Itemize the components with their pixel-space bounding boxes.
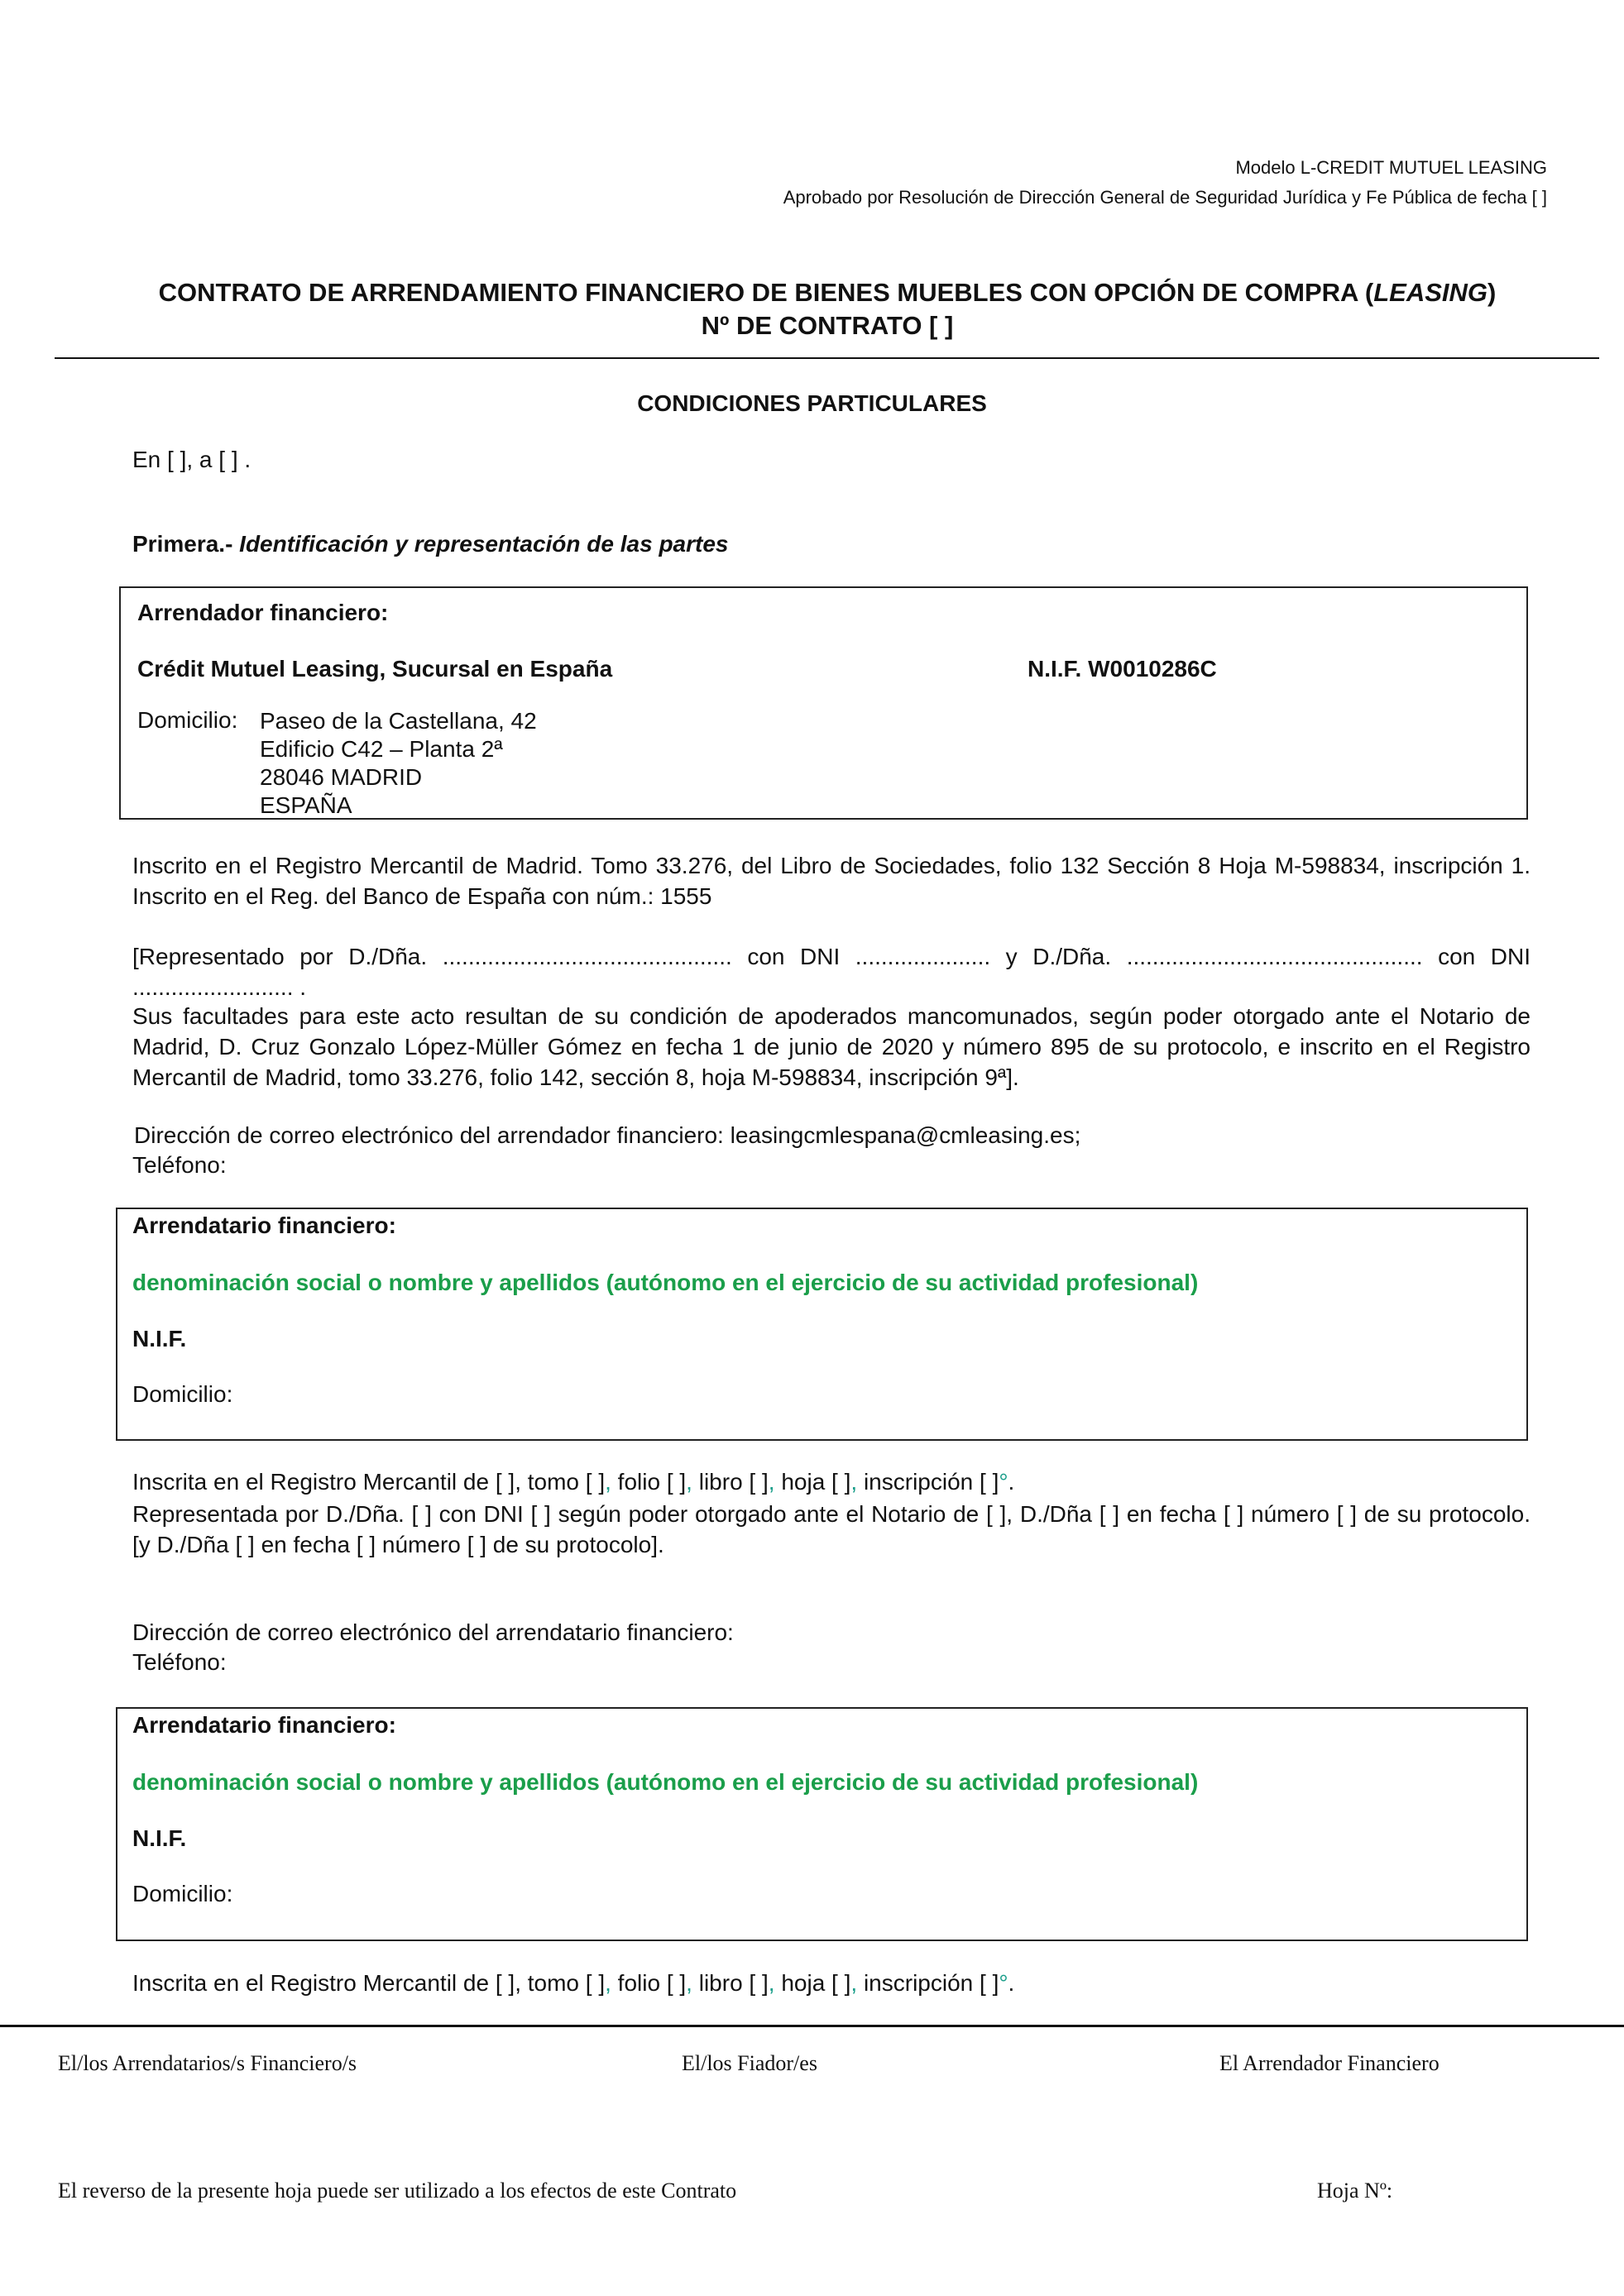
lessee-nif: N.I.F.: [132, 1825, 187, 1851]
clause-label: Primera.-: [132, 531, 240, 557]
contract-title-text: CONTRATO DE ARRENDAMIENTO FINANCIERO DE BIENES MUEBLES CON OPCIÓN DE COMPRA (: [158, 278, 1374, 307]
registry-degree: °: [999, 1469, 1008, 1495]
clause-heading: [132, 531, 729, 557]
address-line: ESPAÑA: [260, 792, 352, 818]
registry-text: .: [1008, 1469, 1015, 1495]
lessor-powers: Sus facultades para este acto resultan de su condición de apoderados mancomunados, según poder otorgado ante el Notario de Madrid, D. Cruz Gonzalo López-Müller Gómez en fecha 1 de junio de 2020 y número 895 de su protocolo, e inscrito en el Registro Mercantil de Madrid, tomo 33.276, folio 142, sección 8, hoja M-598834, inscripción 9ª].: [132, 1003, 1531, 1090]
lessor-box: [119, 586, 1528, 820]
registry-text: folio [ ]: [611, 1469, 687, 1495]
contract-title: [58, 276, 1597, 309]
lessor-address: [260, 707, 537, 820]
title-divider: [55, 357, 1599, 359]
registry-comma: ,: [605, 1970, 611, 1996]
lessor-name: Crédit Mutuel Leasing, Sucursal en España: [137, 656, 613, 682]
registry-text: hoja [ ]: [774, 1970, 851, 1996]
lessee-email: Dirección de correo electrónico del arrendatario financiero:: [132, 1619, 734, 1645]
registry-comma: ,: [605, 1469, 611, 1495]
registry-text: .: [1008, 1970, 1015, 1996]
lessee-box: [116, 1707, 1528, 1941]
contract-title-close: ): [1487, 278, 1497, 307]
model-reference: Modelo L-CREDIT MUTUEL LEASING: [1235, 157, 1547, 178]
registry-comma: ,: [686, 1970, 692, 1996]
contract-title-italic: LEASING: [1373, 278, 1488, 307]
registry-comma: ,: [850, 1469, 858, 1495]
lessor-address-label: Domicilio:: [137, 707, 238, 733]
sheet-number: Hoja Nº:: [1317, 2179, 1393, 2203]
lessee-box: [116, 1208, 1528, 1441]
lessee-heading: Arrendatario financiero:: [132, 1712, 396, 1738]
registry-text: libro [ ]: [692, 1970, 769, 1996]
contract-number: Nº DE CONTRATO [ ]: [701, 311, 954, 340]
lessee-registry: [132, 1970, 1014, 1997]
registry-comma: ,: [850, 1970, 858, 1996]
reverse-note: El reverso de la presente hoja puede ser utilizado a los efectos de este Contrato: [58, 2179, 737, 2203]
registry-text: libro [ ]: [692, 1469, 769, 1495]
registry-text: Inscrita en el Registro Mercantil de [ ], tomo [ ]: [132, 1469, 606, 1495]
lessor-registry: Inscrito en el Registro Mercantil de Madrid. Tomo 33.276, del Libro de Sociedades, folio 132 Sección 8 Hoja M-598834, inscripción 1. Inscrito en el Reg. del Banco de España con núm.: 1555: [132, 853, 1531, 909]
registry-comma: ,: [768, 1469, 775, 1495]
lessee-phone: Teléfono:: [132, 1649, 227, 1675]
registry-comma: ,: [686, 1469, 692, 1495]
registry-text: folio [ ]: [611, 1970, 687, 1996]
lessor-representation: [Representado por D./Dña. ............................................. con DNI ..................... y D./Dña. .............................................. con DNI ......................... .: [132, 944, 1531, 1000]
address-line: Edificio C42 – Planta 2ª: [260, 736, 503, 762]
registry-degree: °: [999, 1970, 1008, 1996]
lessee-address-label: Domicilio:: [132, 1881, 233, 1906]
registry-comma: ,: [768, 1970, 775, 1996]
place-date: En [ ], a [ ] .: [132, 447, 252, 472]
address-line: 28046 MADRID: [260, 764, 423, 790]
lessor-phone: Teléfono:: [132, 1152, 227, 1178]
lessee-name-placeholder: denominación social o nombre y apellidos (autónomo en el ejercicio de su actividad profesional): [132, 1270, 1199, 1295]
signature-lessees: El/los Arrendatarios/s Financiero/s: [58, 2051, 357, 2075]
lessee-nif: N.I.F.: [132, 1326, 187, 1351]
section-heading: CONDICIONES PARTICULARES: [637, 390, 987, 416]
registry-text: inscripción [ ]: [857, 1469, 999, 1495]
lessor-email: Dirección de correo electrónico del arrendador financiero: leasingcmlespana@cmleasing.es;: [134, 1122, 1081, 1148]
lessee-representation: Representada por D./Dña. [ ] con DNI [ ] según poder otorgado ante el Notario de [ ], D./Dña [ ] en fecha [ ] número [ ] de su protocolo. [y D./Dña [ ] en fecha [ ] número [ ] de su protocolo].: [132, 1501, 1531, 1557]
address-line: Paseo de la Castellana, 42: [260, 708, 537, 734]
registry-text: inscripción [ ]: [857, 1970, 999, 1996]
signature-lessor: El Arrendador Financiero: [1219, 2051, 1440, 2075]
clause-title: Identificación y representación de las partes: [239, 531, 729, 557]
registry-text: Inscrita en el Registro Mercantil de [ ], tomo [ ]: [132, 1970, 606, 1996]
lessor-heading: Arrendador financiero:: [137, 600, 389, 625]
lessor-nif: N.I.F. W0010286C: [1028, 656, 1217, 682]
registry-text: hoja [ ]: [774, 1469, 851, 1495]
lessee-address-label: Domicilio:: [132, 1381, 233, 1407]
lessee-registry: [132, 1469, 1014, 1495]
approval-reference: Aprobado por Resolución de Dirección General de Seguridad Jurídica y Fe Pública de fecha [ ]: [783, 187, 1547, 208]
signature-guarantors: El/los Fiador/es: [682, 2051, 817, 2075]
lessee-name-placeholder: denominación social o nombre y apellidos (autónomo en el ejercicio de su actividad profesional): [132, 1769, 1199, 1795]
footer-divider: [0, 2025, 1624, 2027]
lessee-heading: Arrendatario financiero:: [132, 1213, 396, 1238]
